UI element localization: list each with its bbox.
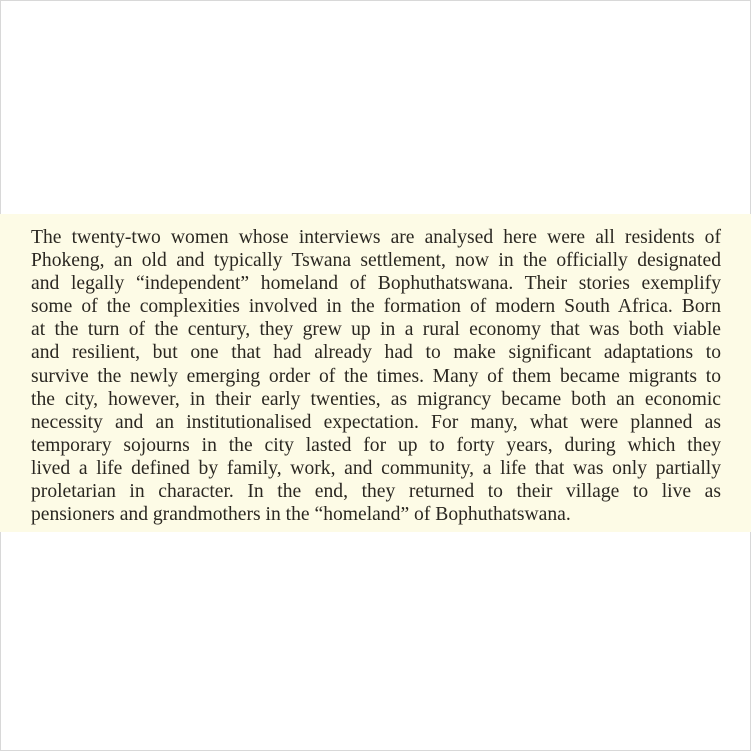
- paragraph-line: pensioners and grandmothers in the “homeland” of Bophuthatswana.: [31, 504, 571, 526]
- paragraph-line: the city, however, in their early twenties, as migrancy became both an economic: [31, 388, 721, 410]
- paragraph-line: and legally “independent” homeland of Bophuthatswana. Their stories exemplify: [31, 273, 721, 295]
- paragraph-line: proletarian in character. In the end, they returned to their village to live as: [31, 481, 721, 503]
- paragraph-line: necessity and an institutionalised expectation. For many, what were planned as: [31, 411, 721, 433]
- paragraph-line: temporary sojourns in the city lasted for up to forty years, during which they: [31, 434, 721, 456]
- paragraph-line: The twenty-two women whose interviews are analysed here were all residents of: [31, 227, 721, 248]
- body-paragraph: [31, 226, 721, 526]
- paragraph-line: and resilient, but one that had already had to make significant adaptations to: [31, 342, 721, 364]
- paragraph-line: Phokeng, an old and typically Tswana settlement, now in the officially designated: [31, 250, 721, 272]
- paragraph-line: survive the newly emerging order of the times. Many of them became migrants to: [31, 365, 721, 387]
- paragraph-line: at the turn of the century, they grew up in a rural economy that was both viable: [31, 319, 721, 341]
- paragraph-line: some of the complexities involved in the formation of modern South Africa. Born: [31, 296, 721, 318]
- paragraph-line: lived a life defined by family, work, and community, a life that was only partially: [31, 457, 721, 479]
